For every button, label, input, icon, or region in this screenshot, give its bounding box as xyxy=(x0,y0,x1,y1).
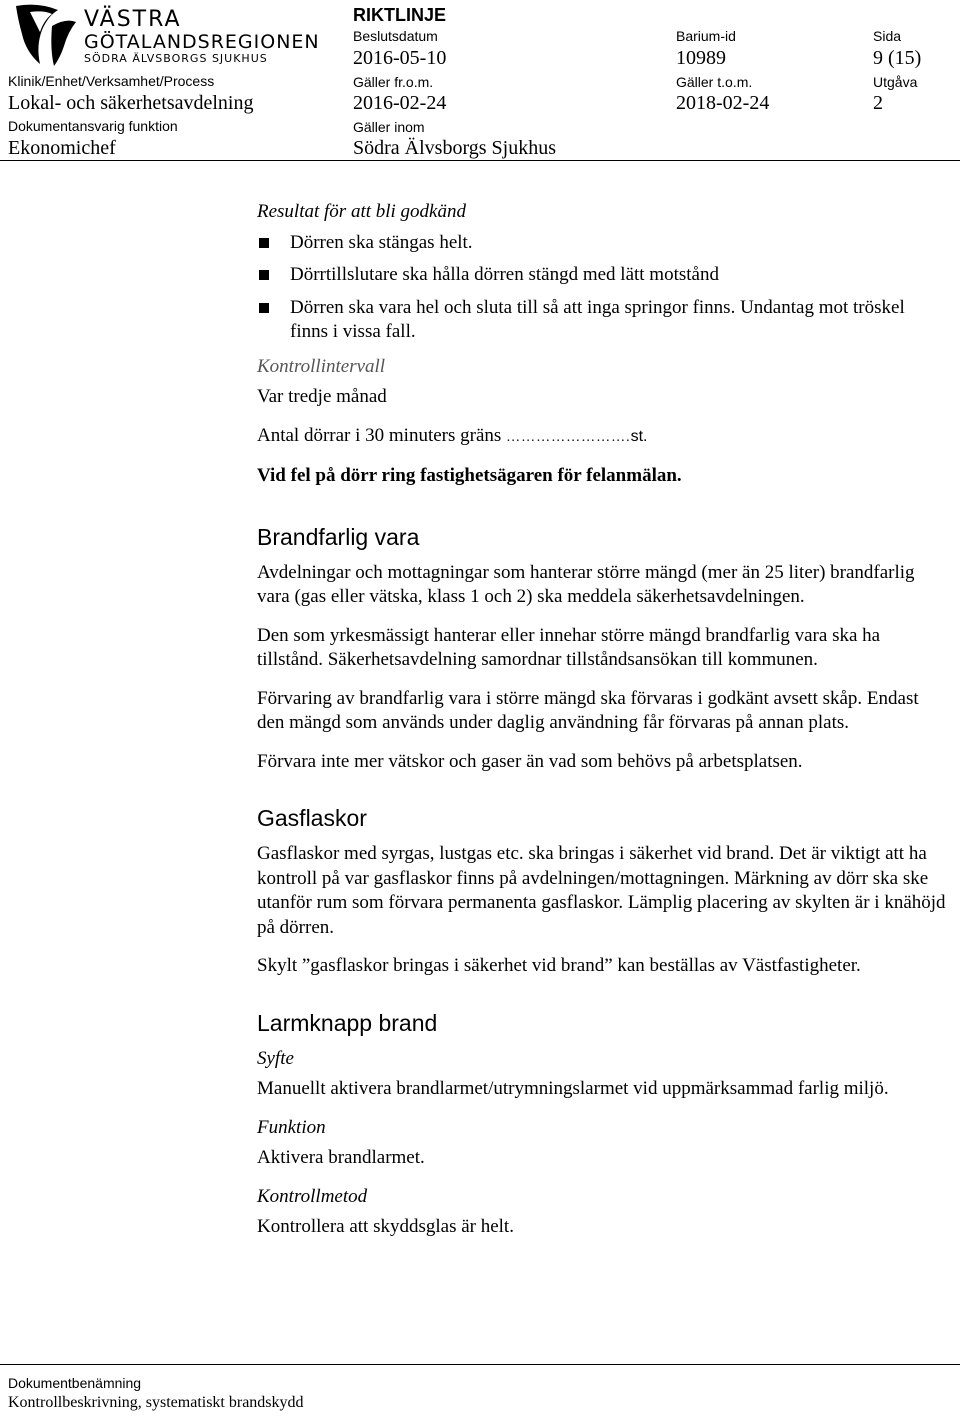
purpose-heading: Syfte xyxy=(257,1047,294,1069)
region-logo xyxy=(8,2,328,68)
header-divider xyxy=(0,160,960,161)
document-body xyxy=(257,200,947,1254)
gas-paragraph-1: Gasflaskor med syrgas, lustgas etc. ska bringas i säkerhet vid brand. Det är viktigt att ha kontroll på var gasflaskor finns på avdelningen/mottagningen. Märkning av dörr ska ske utanför rum som förvara permanenta gasflaskor. Lämplig placering av skylten är i knähöjd på dörren. xyxy=(257,843,946,938)
gas-paragraph-2: Skylt ”gasflaskor bringas i säkerhet vid brand” kan beställas av Västfastigheter. xyxy=(257,955,861,976)
door-count-unit: st. xyxy=(630,427,648,445)
interval-heading: Kontrollintervall xyxy=(257,355,386,377)
flammable-paragraph-3: Förvaring av brandfarlig vara i större mängd ska förvaras i godkänt avsett skåp. Endast den mängd som används under daglig användning får förvaras på annan plats. xyxy=(257,687,919,733)
square-bullet-icon xyxy=(259,270,269,280)
list-item: Dörren ska stängas helt. xyxy=(257,231,947,256)
footer-label: Dokumentbenämning xyxy=(8,1375,142,1391)
list-item: Dörrtillslutare ska hålla dörren stängd med lätt motstånd xyxy=(257,263,947,288)
square-bullet-icon xyxy=(259,303,269,313)
unit-value: Lokal- och säkerhetsavdelning xyxy=(8,92,254,114)
logo-line-2: GÖTALANDSREGIONEN xyxy=(84,31,320,53)
region-emblem-icon xyxy=(8,2,78,68)
page-value: 9 (15) xyxy=(873,47,922,69)
page-label: Sida xyxy=(873,28,902,44)
unit-label: Klinik/Enhet/Verksamhet/Process xyxy=(8,73,215,89)
edition-label: Utgåva xyxy=(873,74,918,90)
decision-date-label: Beslutsdatum xyxy=(353,28,438,44)
valid-from-label: Gäller fr.o.m. xyxy=(353,74,434,90)
edition-value: 2 xyxy=(873,92,883,114)
valid-in-label: Gäller inom xyxy=(353,119,425,135)
owner-label: Dokumentansvarig funktion xyxy=(8,118,178,134)
doc-type: RIKTLINJE xyxy=(353,5,447,25)
method-text: Kontrollera att skyddsglas är helt. xyxy=(257,1216,514,1237)
logo-line-1: VÄSTRA xyxy=(84,7,182,32)
owner-value: Ekonomichef xyxy=(8,137,116,159)
logo-line-3: SÖDRA ÄLVSBORGS SJUKHUS xyxy=(84,52,268,65)
list-item: Dörren ska vara hel och sluta till så att inga springor finns. Undantag mot tröskel finns i vissa fall. xyxy=(257,296,947,345)
valid-to-label: Gäller t.o.m. xyxy=(676,74,753,90)
flammable-paragraph-2: Den som yrkesmässigt hanterar eller innehar större mängd brandfarlig vara ska ha tillstånd. Säkerhetsavdelning samordnar tillståndsansökan till kommunen. xyxy=(257,624,881,670)
valid-from-value: 2016-02-24 xyxy=(353,92,447,114)
door-count-line xyxy=(257,424,947,451)
barium-id-value: 10989 xyxy=(676,47,726,69)
barium-id-label: Barium-id xyxy=(676,28,736,44)
flammable-paragraph-1: Avdelningar och mottagningar som hanterar större mängd (mer än 25 liter) brandfarlig vara (gas eller vätska, klass 1 och 2) ska meddela säkerhetsavdelningen. xyxy=(257,561,915,607)
footer-value: Kontrollbeskrivning, systematiskt brandskydd xyxy=(8,1394,304,1411)
square-bullet-icon xyxy=(259,238,269,248)
flammable-paragraph-4: Förvara inte mer vätskor och gaser än vad som behövs på arbetsplatsen. xyxy=(257,750,803,772)
decision-date-value: 2016-05-10 xyxy=(353,47,447,69)
door-count-text: Antal dörrar i 30 minuters gräns xyxy=(257,424,502,446)
purpose-text: Manuellt aktivera brandlarmet/utrymningslarmet vid uppmärksammad farlig miljö. xyxy=(257,1078,889,1099)
door-count-blank: ……………………. xyxy=(506,429,631,445)
result-heading: Resultat för att bli godkänd xyxy=(257,201,466,222)
fault-notice: Vid fel på dörr ring fastighetsägaren för felanmälan. xyxy=(257,465,682,486)
flammable-heading: Brandfarlig vara xyxy=(257,523,420,550)
footer-divider xyxy=(0,1364,960,1365)
method-heading: Kontrollmetod xyxy=(257,1185,368,1207)
alarm-heading: Larmknapp brand xyxy=(257,1009,438,1036)
valid-to-value: 2018-02-24 xyxy=(676,92,770,114)
function-heading: Funktion xyxy=(257,1116,326,1138)
gas-heading: Gasflaskor xyxy=(257,805,367,831)
function-text: Aktivera brandlarmet. xyxy=(257,1147,425,1168)
interval-value: Var tredje månad xyxy=(257,386,387,407)
valid-in-value: Södra Älvsborgs Sjukhus xyxy=(353,137,556,159)
result-list xyxy=(257,231,947,345)
